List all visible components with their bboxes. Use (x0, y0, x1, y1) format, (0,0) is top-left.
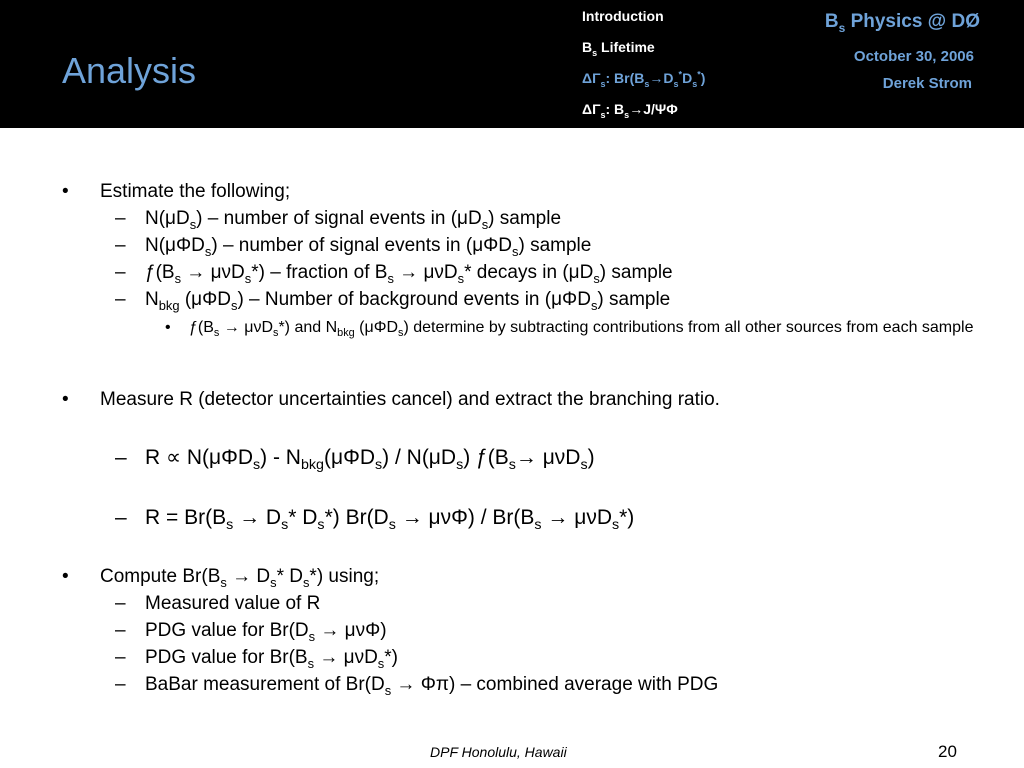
sub-bullet-text: PDG value for $Br(D_s \to \mu\nu\Phi)$ (145, 620, 387, 644)
equation-text: $R = Br(B_s \to D_s*$ $D_s*$) $Br(D_s \to \mu\nu\Phi) / Br(B_s \to \mu\nu D_s*)$ (145, 506, 635, 534)
sub-bullet-measured-r (115, 593, 320, 615)
dash: – (115, 647, 126, 668)
bullet-text: Estimate the following; (100, 181, 291, 202)
nav-item-br-bs-ds-ds[interactable]: $\Delta\Gamma_s$: $Br(B_s\to D_s^*D_s^*)$ (582, 69, 706, 89)
equation-text: $R \propto N(\mu\Phi D_s) - N_{bkg}(\mu\Phi D_s) / N(\mu D_s)$ $ƒ(B_s\to \mu\nu D_s)$ (145, 446, 595, 474)
sub-bullet-text: N(μΦD$_s$) – number of signal events in (μΦD$_s$) sample (145, 235, 592, 259)
bullet-compute (62, 566, 379, 588)
sub-bullet-text: $ƒ(B_s \to \mu\nu D_s*)$ – fraction of $B_s \to \mu\nu D_s*$ decays in $(\mu D_s)$ sample (145, 262, 673, 286)
slide-title: Analysis (62, 50, 197, 91)
sub-bullet-nbkg (115, 289, 670, 311)
sub-bullet-fraction (115, 262, 673, 284)
dash: – (115, 674, 126, 695)
sub-bullet-text: BaBar measurement of $Br(D_s \to \Phi\pi)$ – combined average with PDG (145, 674, 719, 698)
bullet-dot: • (62, 566, 69, 587)
sub-bullet-pdg-bs (115, 647, 398, 669)
presentation-meta (824, 10, 980, 94)
footer-venue: DPF Honolulu, Hawaii (430, 744, 567, 760)
sub-sub-bullet-text: $ƒ(B_s \to \mu\nu D_s*)$ and $N_{bkg}$ (μΦD$_s$) determine by subtracting contributions from all other sources from each sample (189, 319, 974, 340)
dash: – (115, 446, 127, 469)
bullet-dot: • (62, 389, 69, 410)
sub-bullet-pdg-ds (115, 620, 387, 642)
sub-bullet-n-mu-phi-ds (115, 235, 591, 257)
bullet-dot: • (165, 319, 171, 336)
dash: – (115, 262, 126, 283)
slide-header (0, 0, 1024, 128)
equation-r-proportional (115, 445, 595, 474)
nav-item-introduction[interactable]: Introduction (582, 8, 664, 24)
dash: – (115, 235, 126, 256)
nav-item-bs-jpsi-phi[interactable]: $\Delta\Gamma_s$: $B_s\to J/\Psi\Phi$ (582, 101, 678, 120)
presentation-title: $B_s$ Physics @ DØ (824, 11, 980, 35)
dash: – (115, 208, 126, 229)
bullet-text: Measure R (detector uncertainties cancel) and extract the branching ratio. (100, 389, 720, 410)
equation-r-equals (115, 506, 635, 534)
presentation-date: October 30, 2006 (853, 48, 974, 65)
section-nav (582, 7, 782, 131)
bullet-text: Compute $Br(B_s \to D_s*$ $D_s*$) using; (100, 566, 380, 590)
nav-item-bs-lifetime[interactable]: $B_s$ Lifetime (582, 39, 655, 58)
sub-bullet-text: $N(\mu D_s)$ – number of signal events in $(\mu D_s)$ sample (145, 208, 562, 232)
presentation-author: Derek Strom (882, 75, 972, 92)
bullet-dot: • (62, 181, 69, 202)
sub-bullet-text: $N_{bkg}$ (μΦD$_s$) – Number of background events in (μΦD$_s$) sample (145, 289, 671, 313)
page-number: 20 (938, 742, 957, 761)
dash: – (115, 620, 126, 641)
sub-bullet-n-mu-ds (115, 208, 561, 230)
sub-sub-bullet-determine (165, 318, 973, 338)
dash: – (115, 506, 127, 529)
dash: – (115, 289, 126, 310)
dash: – (115, 593, 126, 614)
bullet-estimate (62, 181, 290, 203)
sub-bullet-text: PDG value for $Br(B_s \to \mu\nu D_s*)$ (145, 647, 398, 671)
sub-bullet-text: Measured value of R (145, 593, 321, 614)
bullet-measure-r (62, 389, 720, 411)
sub-bullet-babar (115, 674, 718, 696)
